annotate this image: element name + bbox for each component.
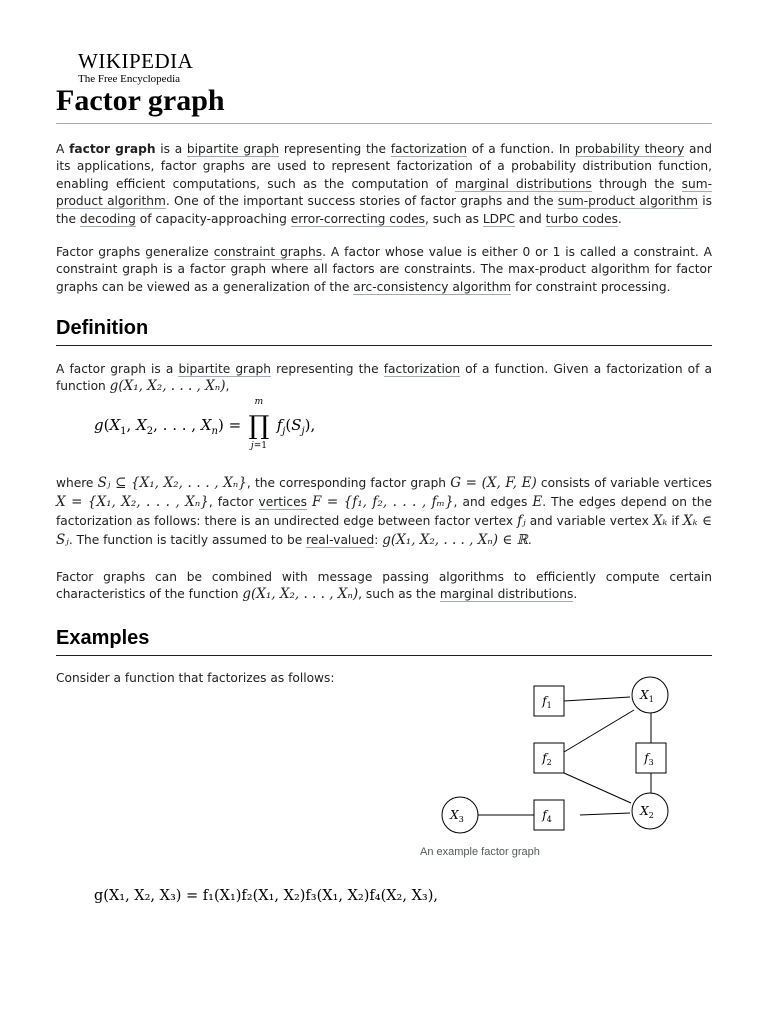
wiki-link[interactable]: real-valued — [306, 533, 375, 547]
text-run: , and edges — [453, 495, 533, 509]
factor-label-f4: $f_4$ — [542, 808, 552, 824]
text-run: . One of the important success stories of factor graphs and the — [165, 194, 558, 209]
text-run: : — [374, 533, 383, 547]
wiki-link[interactable]: LDPC — [482, 211, 515, 226]
factor-label-f1: $f_1$ — [542, 694, 552, 710]
examples-equation: g(X₁, X₂, X₃) = f₁(X₁)f₂(X₁, X₂)f₃(X₁, X₂)f₄(X₂, X₃), — [94, 888, 438, 904]
inline-math: Xₖ — [652, 513, 668, 529]
wiki-link[interactable]: marginal distributions — [454, 176, 592, 191]
inline-math: Sⱼ ⊆ {X₁, X₂, . . . , Xₙ} — [97, 475, 247, 491]
wiki-link[interactable]: sum-product algorithm — [56, 176, 713, 209]
text-run: representing the — [279, 142, 391, 156]
intro-paragraph-2 — [56, 244, 712, 296]
text-run: . — [617, 211, 622, 226]
edge-f4-x2 — [580, 813, 630, 815]
wiki-link[interactable]: factorization — [383, 362, 461, 376]
text-run: . The function is tacitly assumed to be — [68, 533, 307, 547]
intro-paragraph-1 — [56, 141, 712, 228]
wiki-link[interactable]: vertices — [258, 495, 307, 509]
inline-math: g(X₁, X₂, . . . , Xₙ) — [242, 586, 359, 603]
text-run: and its applications, factor graphs are used to represent factorization of a probability distribution function, enabling efficient computations, such as the computation of — [56, 142, 712, 191]
text-run: of a function. Given a factorization of a function — [56, 362, 712, 394]
examples-paragraph-1: Consider a function that factorizes as follows: — [56, 671, 335, 685]
definition-equation: $g(X_1$, $X_2$, . . . , $X_n$) = m ∏ j=1 $f_j(S_j)$, — [94, 397, 316, 451]
inline-math: g(X₁, X₂, . . . , Xₙ) ∈ ℝ — [382, 532, 528, 548]
inline-math: G = (X, F, E) — [450, 475, 537, 491]
wiki-link[interactable]: error-correcting codes — [290, 211, 426, 226]
wiki-link[interactable]: arc-consistency algorithm — [353, 279, 512, 294]
text-run: , the corresponding factor graph — [246, 476, 451, 490]
variable-label-x1: $X_1$ — [640, 688, 654, 704]
factor-label-f3: $f_3$ — [644, 751, 654, 767]
factor-graph-diagram — [420, 670, 680, 845]
wiki-link[interactable]: bipartite graph — [178, 362, 271, 376]
text-run: for constraint processing. — [511, 279, 671, 294]
text-run: of a function. In — [467, 142, 575, 156]
section-heading-definition: Definition — [56, 315, 712, 346]
edge-f2-x2 — [564, 773, 631, 803]
edge-f1-x1 — [564, 697, 630, 701]
text-run: . The edges depend on the factorization as follows: there is an undirected edge between factor vertex — [56, 495, 712, 528]
wiki-link[interactable]: marginal distributions — [439, 587, 574, 602]
text-run: A — [56, 142, 70, 156]
text-run: and — [514, 211, 546, 226]
inline-math: g(X₁, X₂, . . . , Xₙ) — [109, 378, 226, 395]
text-run: Factor graphs can be combined with message passing algorithms to efficiently compute certain characteristics of the function — [56, 570, 712, 602]
text-run: through the — [591, 176, 682, 191]
text-run: . — [527, 533, 532, 547]
text-run: , factor — [208, 495, 259, 509]
text-run: is a — [155, 142, 187, 156]
edge-f2-x1 — [564, 710, 634, 752]
definition-paragraph-3 — [56, 569, 712, 604]
inline-math: fⱼ — [517, 513, 526, 529]
section-heading-examples: Examples — [56, 625, 712, 656]
wiki-link[interactable]: probability theory — [574, 142, 685, 156]
text-run: is the — [56, 194, 712, 226]
text-run: and variable vertex — [525, 514, 653, 528]
inline-math: F = {f₁, f₂, . . . , fₘ} — [312, 494, 454, 510]
wiki-link[interactable]: turbo codes — [545, 211, 618, 226]
logo-wordmark: WIKIPEDIA — [78, 49, 194, 73]
factor-label-f2: $f_2$ — [542, 751, 552, 767]
text-run: where — [56, 476, 98, 490]
wiki-link[interactable]: factorization — [390, 142, 468, 156]
wiki-link[interactable]: bipartite graph — [186, 142, 280, 156]
inline-math: E — [532, 494, 543, 510]
text-run: of capacity-approaching — [135, 211, 291, 226]
text-run: representing the — [271, 362, 384, 376]
text-run: , — [225, 379, 230, 394]
variable-label-x3: $X_3$ — [450, 808, 464, 824]
figure-caption: An example factor graph — [420, 846, 540, 858]
text-run: if — [667, 514, 684, 528]
text-run: , such as — [425, 211, 483, 226]
wikipedia-logo[interactable] — [78, 50, 193, 86]
text-run: . — [573, 587, 578, 602]
wiki-link[interactable]: decoding — [79, 211, 136, 226]
text-run: Factor graphs generalize — [56, 245, 214, 259]
definition-paragraph-1 — [56, 361, 712, 396]
inline-math: Xₖ ∈ Sⱼ — [56, 513, 712, 548]
definition-paragraph-2 — [56, 474, 712, 550]
inline-math: X = {X₁, X₂, . . . , Xₙ} — [56, 494, 209, 510]
wiki-link[interactable]: sum-product algorithm — [557, 194, 699, 209]
text-run: consists of variable vertices — [536, 476, 713, 490]
logo-tagline: The Free Encyclopedia — [78, 73, 181, 85]
variable-label-x2: $X_2$ — [640, 804, 654, 820]
wiki-link[interactable]: constraint graphs — [213, 245, 323, 259]
text-run: . A factor whose value is either 0 or 1 is called a constraint. A constraint graph is a factor graph where all factors are constraints. The max-product algorithm for factor graphs can be viewed as a generalization of the — [56, 245, 712, 294]
bold-term: factor graph — [69, 142, 156, 156]
text-run: , such as the — [358, 587, 440, 602]
factor-graph-figure — [420, 670, 680, 860]
page-title: Factor graph — [56, 82, 712, 124]
text-run: A factor graph is a — [56, 362, 179, 376]
